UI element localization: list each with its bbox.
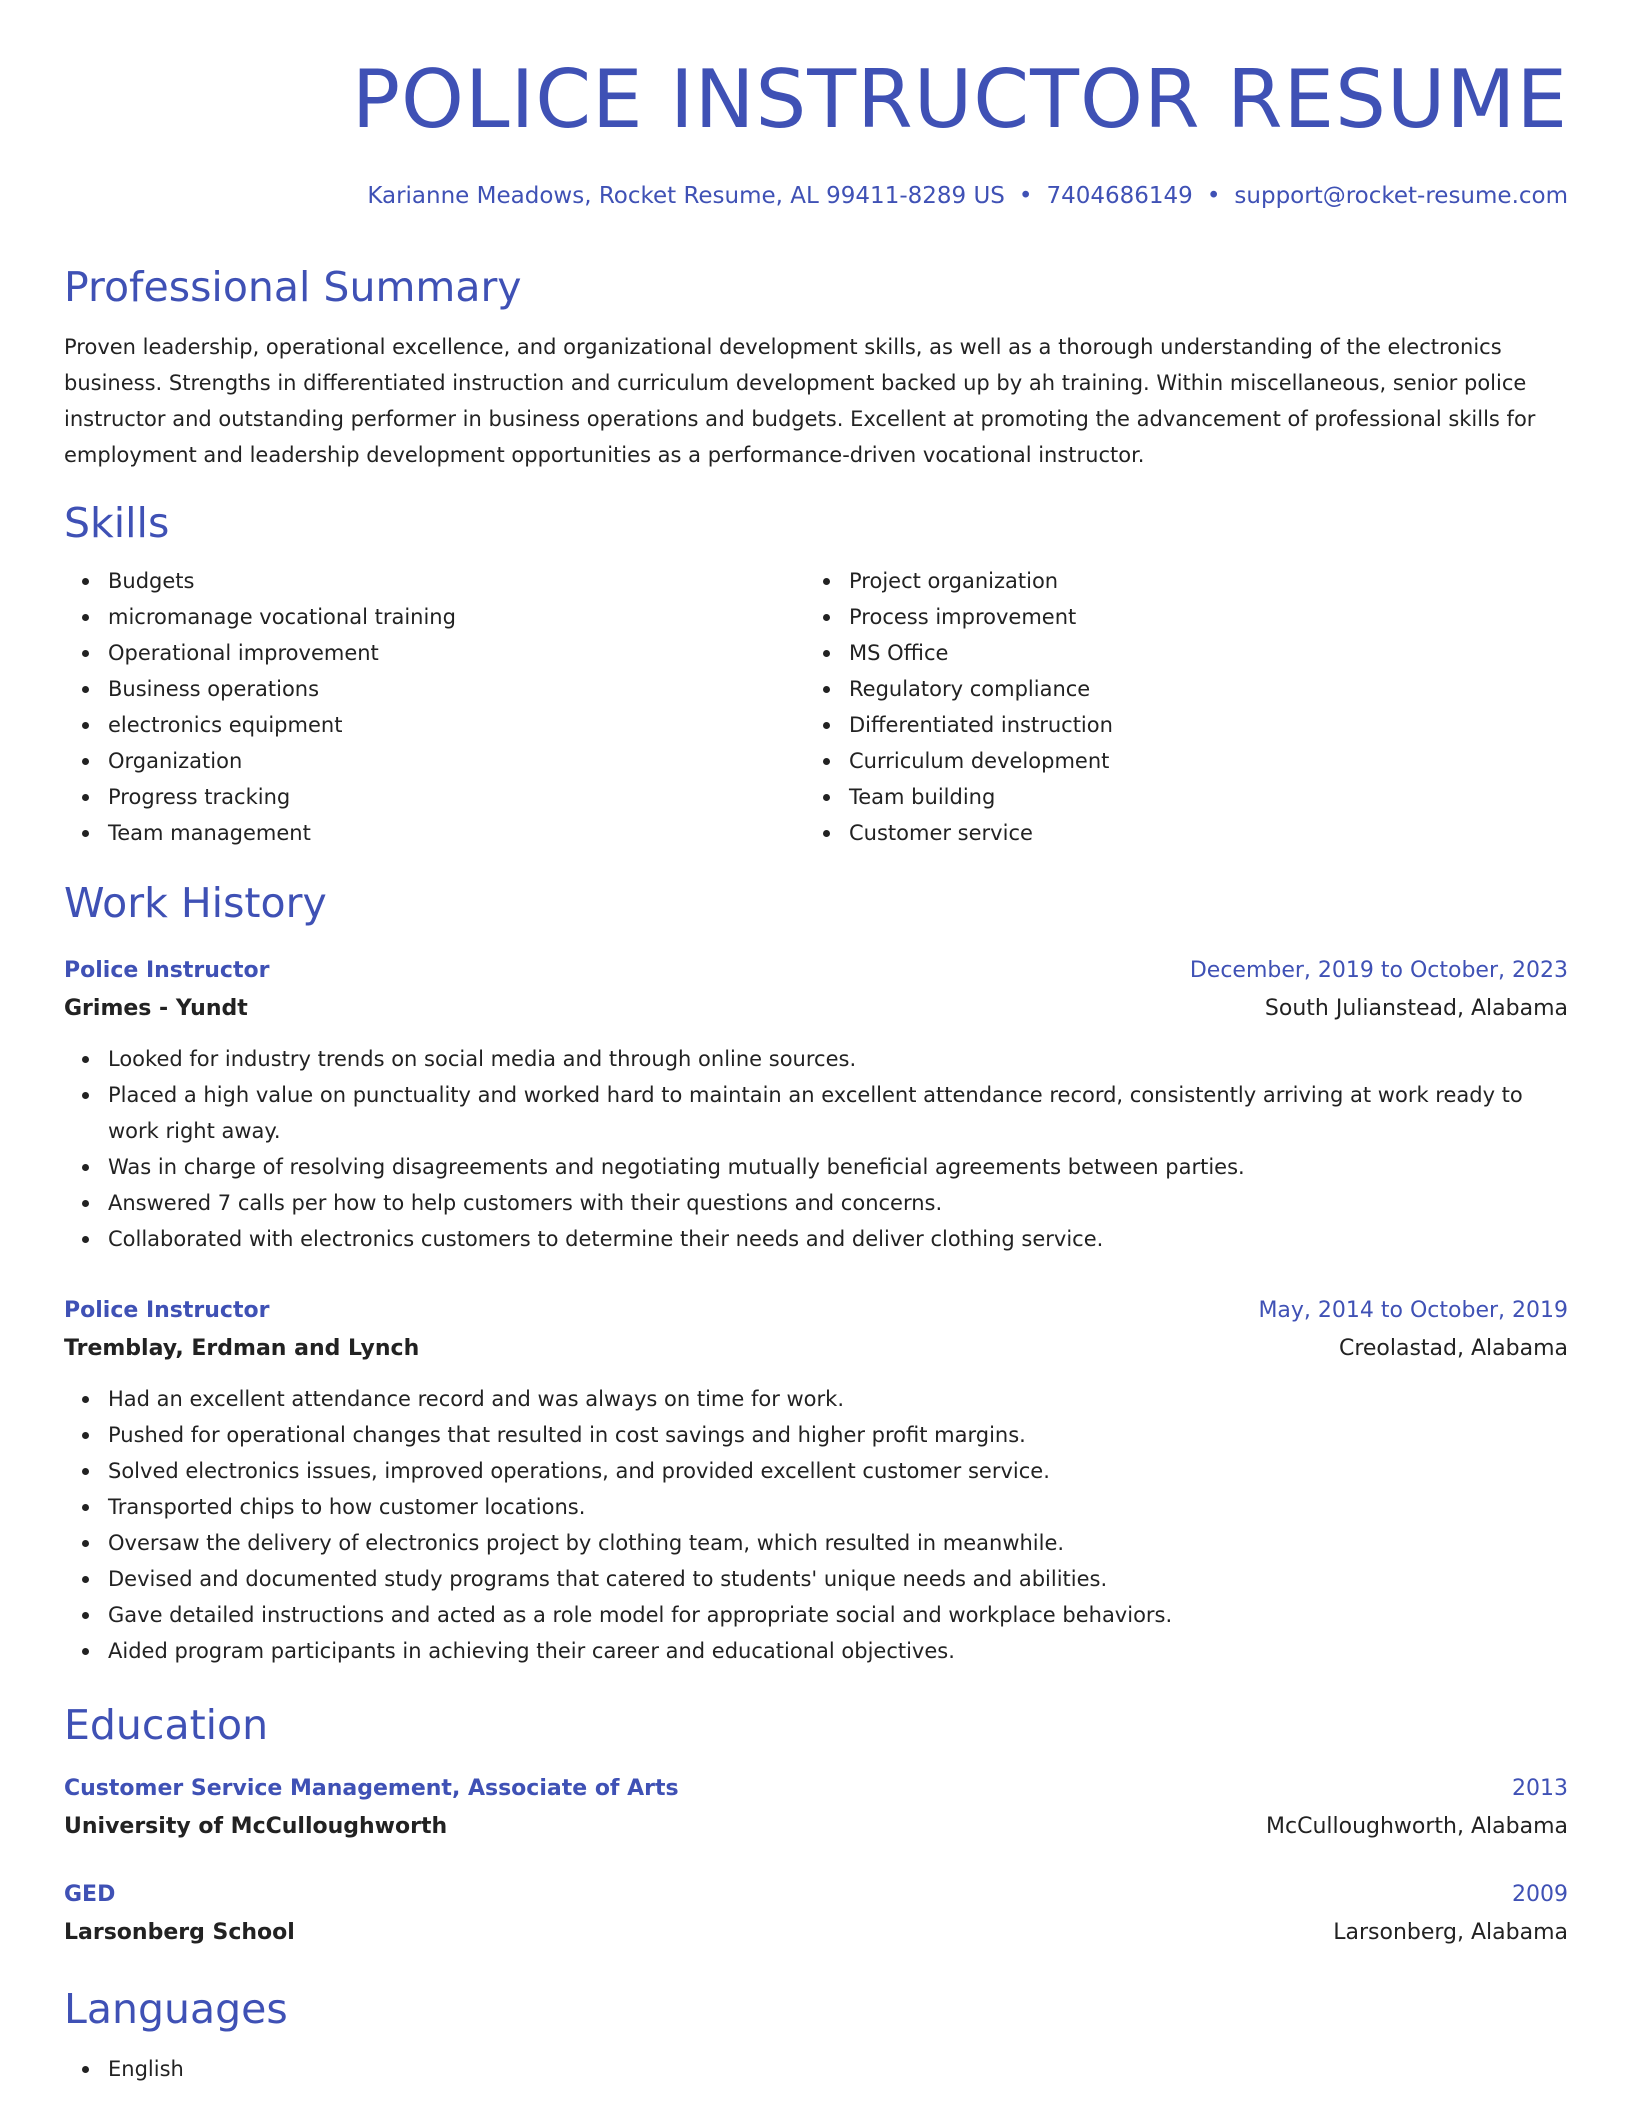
job-duty: Answered 7 calls per how to help customers with their questions and concerns.: [108, 1185, 1568, 1221]
education-school-row: [64, 1913, 1568, 1953]
job-duty: Pushed for operational changes that resulted in cost savings and higher profit margins.: [108, 1417, 1568, 1453]
job-title: Police Instructor: [64, 958, 270, 983]
job-duty: Devised and documented study programs that catered to students' unique needs and abilities.: [108, 1561, 1568, 1597]
skill-item: Curriculum development: [849, 743, 1546, 779]
job-company: Grimes - Yundt: [64, 996, 248, 1021]
summary-text: Proven leadership, operational excellence, and organizational development skills, as well as a thorough understanding of the electronics business. Strengths in differentiated instruction and curriculum development backed up by ah training. Within miscellaneous, senior police instructor and outstanding performer in business operations and budgets. Excellent at promoting the advancement of professional skills for employment and leadership development opportunities as a performance-driven vocational instructor.: [64, 335, 1536, 467]
job-duty: Oversaw the delivery of electronics project by clothing team, which resulted in meanwhile.: [108, 1525, 1568, 1561]
skills-column-right: [805, 563, 1546, 851]
language-item: English: [108, 2051, 1568, 2087]
job-dates: May, 2014 to October, 2019: [1258, 1298, 1568, 1323]
education-header-row: [64, 1771, 1568, 1807]
job-company: Tremblay, Erdman and Lynch: [64, 1336, 420, 1361]
skill-item: MS Office: [849, 635, 1546, 671]
job-duty: Solved electronics issues, improved operations, and provided excellent customer service.: [108, 1453, 1568, 1489]
job-location: South Julianstead, Alabama: [1264, 996, 1568, 1021]
education-degree: Customer Service Management, Associate of Arts: [64, 1776, 679, 1801]
education-section: [64, 1699, 1568, 1953]
education-school-row: [64, 1807, 1568, 1847]
skill-item: Business operations: [108, 671, 805, 707]
job-duty: Looked for industry trends on social media and through online sources.: [108, 1041, 1568, 1077]
education-school: University of McCulloughworth: [64, 1814, 448, 1839]
job-duty: Aided program participants in achieving their career and educational objectives.: [108, 1633, 1568, 1669]
job-duties-list: [64, 1041, 1568, 1257]
contact-phone: 7404686149: [1046, 183, 1193, 209]
education-school: Larsonberg School: [64, 1920, 295, 1945]
contact-email: support@rocket-resume.com: [1234, 183, 1568, 209]
job-entry: [64, 953, 1568, 1257]
contact-separator: •: [1018, 183, 1033, 209]
languages-section: [64, 1983, 1568, 2087]
job-duty: Transported chips to how customer locations.: [108, 1489, 1568, 1525]
resume-title: POLICE INSTRUCTOR RESUME: [351, 53, 1568, 146]
skill-item: Differentiated instruction: [849, 707, 1546, 743]
skill-item: Operational improvement: [108, 635, 805, 671]
skill-item: micromanage vocational training: [108, 599, 805, 635]
skills-column-left: [64, 563, 805, 851]
skills-section: [64, 497, 1568, 851]
section-heading-skills: Skills: [64, 499, 170, 547]
education-entry: [64, 1771, 1568, 1847]
job-duty: Gave detailed instructions and acted as a role model for appropriate social and workplace behaviors.: [108, 1597, 1568, 1633]
section-heading-languages: Languages: [64, 1985, 288, 2033]
job-location: Creolastad, Alabama: [1338, 1336, 1568, 1361]
skill-item: Team management: [108, 815, 805, 851]
job-entry: [64, 1293, 1568, 1669]
section-heading-summary: Professional Summary: [64, 263, 522, 311]
job-duty: Collaborated with electronics customers to determine their needs and deliver clothing service.: [108, 1221, 1568, 1257]
education-degree: GED: [64, 1882, 116, 1907]
skill-item: Team building: [849, 779, 1546, 815]
job-title: Police Instructor: [64, 1298, 270, 1323]
skills-list-left: [64, 563, 805, 851]
education-year: 2009: [1512, 1882, 1568, 1907]
work-history-section: [64, 877, 1568, 1669]
job-duty: Placed a high value on punctuality and worked hard to maintain an excellent attendance record, consistently arriving at work ready to work right away.: [108, 1077, 1568, 1149]
skills-list-right: [805, 563, 1546, 851]
education-location: McCulloughworth, Alabama: [1266, 1814, 1568, 1839]
job-company-row: [64, 989, 1568, 1029]
skill-item: electronics equipment: [108, 707, 805, 743]
skill-item: Customer service: [849, 815, 1546, 851]
skill-item: Organization: [108, 743, 805, 779]
section-heading-work-history: Work History: [64, 879, 327, 927]
education-year: 2013: [1512, 1776, 1568, 1801]
job-duty: Had an excellent attendance record and was always on time for work.: [108, 1381, 1568, 1417]
job-header-row: [64, 1293, 1568, 1329]
contact-line: [64, 181, 1568, 211]
job-header-row: [64, 953, 1568, 989]
skill-item: Progress tracking: [108, 779, 805, 815]
languages-list: [64, 2051, 1568, 2087]
job-duty: Was in charge of resolving disagreements and negotiating mutually beneficial agreements between parties.: [108, 1149, 1568, 1185]
education-entry: [64, 1877, 1568, 1953]
education-location: Larsonberg, Alabama: [1333, 1920, 1568, 1945]
job-company-row: [64, 1329, 1568, 1369]
skill-item: Project organization: [849, 563, 1546, 599]
skill-item: Process improvement: [849, 599, 1546, 635]
section-heading-education: Education: [64, 1701, 269, 1749]
skill-item: Budgets: [108, 563, 805, 599]
education-header-row: [64, 1877, 1568, 1913]
contact-address: Karianne Meadows, Rocket Resume, AL 99411-8289 US: [367, 183, 1005, 209]
skills-grid: [64, 563, 1568, 851]
job-dates: December, 2019 to October, 2023: [1189, 958, 1568, 983]
job-duties-list: [64, 1381, 1568, 1669]
contact-separator: •: [1206, 183, 1221, 209]
skill-item: Regulatory compliance: [849, 671, 1546, 707]
professional-summary-section: [64, 261, 1568, 473]
resume-header: [64, 0, 1568, 211]
